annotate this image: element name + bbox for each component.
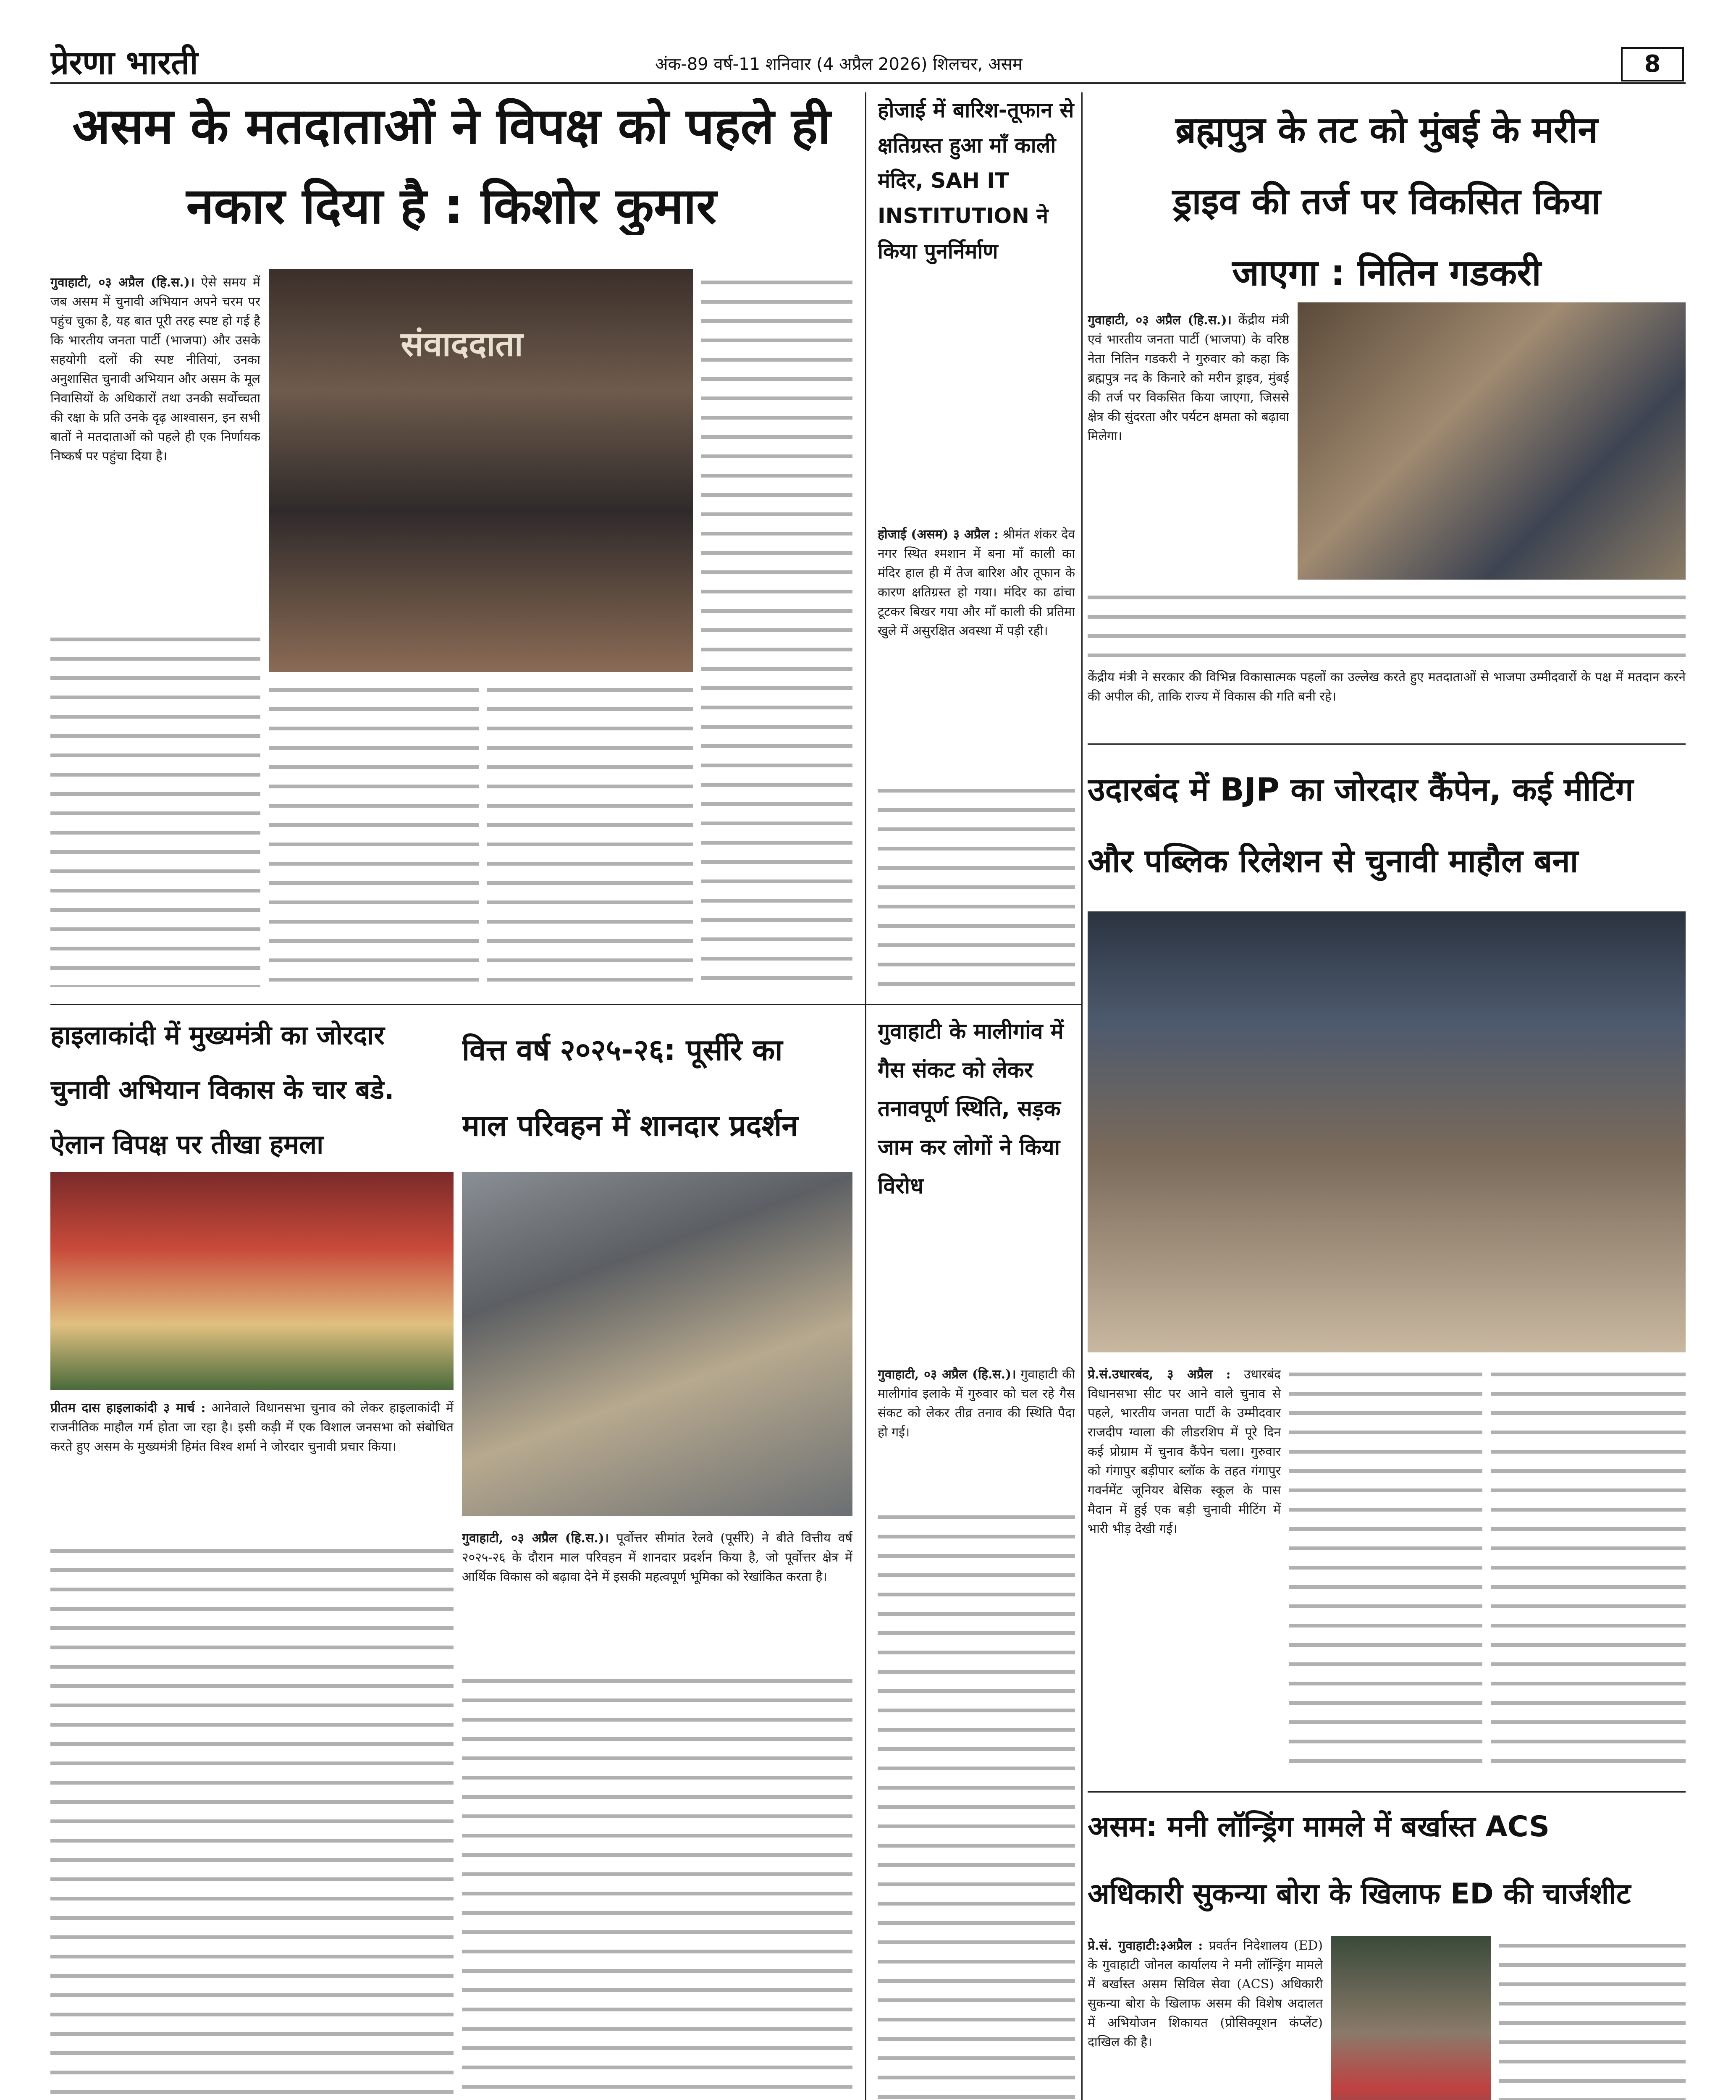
article-body-text [878,1508,1075,2100]
headline: ड्राइव की तर्ज पर विकसित किया [1172,181,1601,223]
headline: हाइलाकांदी में मुख्यमंत्री का जोरदार [50,1020,385,1050]
article-body-text [462,1672,852,2100]
lead-text: आनेवाले विधानसभा चुनाव को लेकर हाइलाकांदी में राजनीतिक माहौल गर्म होता जा रहा है। इसी कड़ी में एक विशाल जनसभा को संबोधित करते हुए असम के मुख्यमंत्री हिमंत विश्व शर्मा ने जोरदार चुनावी प्रचार किया। [50,1401,454,1454]
article-lead [1088,1365,1281,1768]
headline: उदारबंद में BJP का जोरदार कैंपेन, कई मीटिंग [1088,771,1634,808]
freight-yard-photo [462,1172,852,1516]
article-lead [50,1399,454,1533]
headline: असम के मतदाताओं ने विपक्ष को पहले ही [72,97,831,155]
masthead-rule [50,82,1686,84]
article-assam-voters [50,92,852,995]
headline: असम: मनी लॉन्ड्रिंग मामले में बर्खास्त ACS [1088,1810,1550,1843]
lead-text: पूर्वोत्तर सीमांत रेलवे (पूर्सीरे) ने बीते वित्तीय वर्ष २०२५-२६ के दौरान माल परिवहन में शानदार प्रदर्शन किया है, जो पूर्वोत्तर क्षेत्र में आर्थिक विकास को बढ़ावा देने में इसकी महत्वपूर्ण भूमिका को रेखांकित करता है। [462,1531,852,1584]
headline: गुवाहाटी के मालीगांव में गैस संकट को लेकर तनावपूर्ण स्थिति, सड़क जाम कर लोगों ने किया विरोध [878,1019,1064,1199]
lead-text: प्रवर्तन निदेशालय (ED) के गुवाहाटी जोनल कार्यालय ने मनी लॉन्ड्रिंग मामले में बर्खास्त असम सिविल सेवा (ACS) अधिकारी सुकन्या बोरा के खिलाफ असम की विशेष अदालत में अभियोजन शिकायत (प्रोसिक्यूशन कंप्लेंट) दाखिल की है। [1088,1938,1323,2050]
article-body-text [50,1541,454,2100]
headline: नकार दिया है : किशोर कुमार [186,177,717,235]
article-body-text [1499,1936,1686,2100]
dateline: गुवाहाटी, ०३ अप्रैल (हि.स.)। [462,1531,609,1546]
article-closing: केंद्रीय मंत्री ने सरकार की विभिन्न विकासात्मक पहलों का उल्लेख करते हुए मतदाताओं से भाजपा उम्मीदवारों के पक्ष में मतदान करने की अपील की, ताकि राज्य में विकास की गति बनी रहे। [1088,670,1686,704]
lead-text: उधारबंद विधानसभा सीट पर आने वाले चुनाव से पहले, भारतीय जनता पार्टी के उम्मीदवार राजदीप ग्वाला की लीडरशिप में पूरे दिन कई प्रोग्राम में चुनाव कैंपेन चला। गुरुवार को गंगापुर बड़ीपार ब्लॉक के तहत गंगापुर गवर्नमेंट जूनियर बेसिक स्कूल के पास मैदान में हुई एक बड़ी चुनावी मीटिंग में भारी भीड़ देखी गई। [1088,1367,1281,1536]
section-rule [1088,1791,1686,1793]
headline: ऐलान विपक्ष पर तीखा हमला [50,1129,324,1160]
column-rule [1081,92,1083,2100]
rally-photo [1088,911,1686,1352]
page-number: 8 [1644,50,1661,78]
article-body-text [701,273,852,987]
article-body-text [1491,1365,1686,1768]
dateline: प्रे.सं.उधारबंद, ३ अप्रैल : [1088,1367,1231,1382]
dateline: गुवाहाटी, ०३ अप्रैल (हि.स.)। [878,1367,1016,1382]
headline: माल परिवहन में शानदार प्रदर्शन [462,1108,798,1143]
press-conference-photo [269,269,693,672]
article-lead [878,1365,1075,1499]
article-body-text [1088,588,1686,664]
dateline: प्रे.सं. गुवाहाटी:३अप्रैल : [1088,1938,1203,1953]
headline: और पब्लिक रिलेशन से चुनावी माहौल बना [1088,842,1579,879]
column-rule [865,92,866,2100]
article-acs-officer [1088,1798,1686,2100]
issue-line: अंक-89 वर्ष-11 शनिवार (4 अप्रैल 2026) शिलचर, असम [655,55,1023,74]
article-hailakandi [50,1012,454,2100]
article-lead [878,525,1075,777]
page-number-box [1621,47,1684,81]
article-body-text [487,680,693,987]
lead-text: गुवाहाटी की मालीगांव इलाके में गुरुवार को चल रहे गैस संकट को लेकर तीव्र तनाव की स्थिति पैदा हो गई। [878,1367,1075,1440]
article-lead [1088,311,1289,580]
gadkari-photo [1298,302,1686,580]
lead-text: केंद्रीय मंत्री एवं भारतीय जनता पार्टी (भाजपा) के वरिष्ठ नेता नितिन गडकरी ने गुरुवार को कहा कि ब्रह्मपुत्र नद के किनारे को मरीन ड्राइव, मुंबई की तर्ज पर विकसित किया जाएगा, जिससे क्षेत्र की सुंदरता और पर्यटन क्षमता को बढ़ावा मिलेगा। [1088,313,1289,444]
dateline: प्रीतम दास हाइलाकांदी ३ मार्च : [50,1401,206,1415]
article-railway [462,1012,852,2100]
dateline: होजाई (असम) ३ अप्रैल : [878,527,999,542]
lead-text: श्रीमंत शंकर देव नगर स्थित श्मशान में बना माँ काली का मंदिर हाल ही में तेज बारिश और तूफान के कारण क्षतिग्रस्त हो गया। मंदिर का ढांचा टूटकर बिखर गया और माँ काली की प्रतिमा खुले में असुरक्षित अवस्था में पड़ी रही। [878,527,1075,638]
article-hojai-temple [878,92,1075,995]
headline: अधिकारी सुकन्या बोरा के खिलाफ ED की चार्जशीट [1088,1877,1631,1911]
lead-text: ऐसे समय में जब असम में चुनावी अभियान अपने चरम पर पहुंच चुका है, यह बात पूरी तरह स्पष्ट हो गई है कि भारतीय जनता पार्टी (भाजपा) और उसके सहयोगी दलों की स्पष्ट नीतियां, उनका अनुशासित चुनावी अभियान और असम के मूल निवासियों के अधिकारों तथा उनकी सर्वोच्चता की रक्षा के प्रति उनके दृढ़ आश्वासन, इन सभी बातों ने मतदाताओं को पहले ही एक निर्णायक निष्कर्ष पर पहुंचा दिया है। [50,275,260,464]
headline: चुनावी अभियान विकास के चार बडे. [50,1074,394,1105]
masthead [0,0,1736,84]
article-maligaon [878,1012,1075,2100]
article-lead [462,1529,852,1663]
article-body-text [269,680,479,987]
headline: जाएगा : नितिन गडकरी [1232,252,1541,294]
section-rule [1088,743,1686,745]
article-body-text [878,781,1075,987]
banner-text: संवाददाता [401,325,523,364]
article-body-text [50,630,260,987]
officer-photo [1331,1936,1491,2100]
article-body-text [1289,1365,1482,1768]
article-udarband [1088,752,1686,1785]
dateline: गुवाहाटी, ०३ अप्रैल (हि.स.)। [50,275,195,290]
rally-stage-photo [50,1172,454,1390]
article-brahmaputra [1088,92,1686,739]
section-rule [50,1004,1081,1005]
article-lead [50,273,260,626]
headline: होजाई में बारिश-तूफान से क्षतिग्रस्त हुआ माँ काली मंदिर, SAH IT INSTITUTION ने किया पुनर्निर्माण [878,98,1074,263]
dateline: गुवाहाटी, ०३ अप्रैल (हि.स.)। [1088,313,1232,328]
paper-name: प्रेरणा भारती [50,44,198,82]
headline: ब्रह्मपुत्र के तट को मुंबई के मरीन [1175,109,1598,151]
article-lead [1088,1936,1323,2100]
headline: वित्त वर्ष २०२५-२६: पूर्सीरे का [462,1033,783,1067]
